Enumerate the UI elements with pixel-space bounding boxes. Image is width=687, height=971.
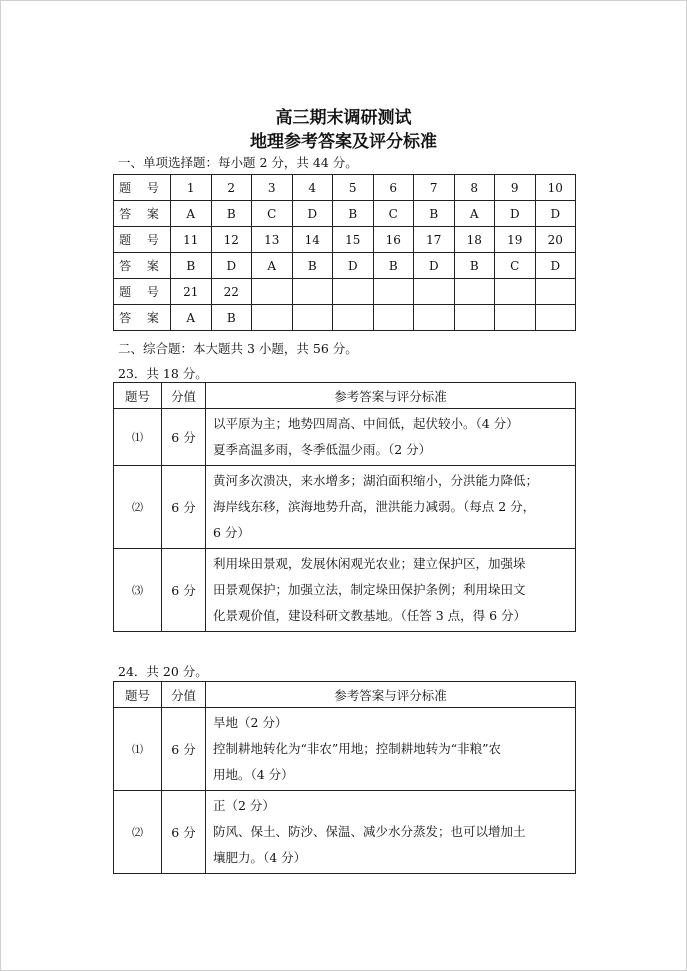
- answer-line: 夏季高温多雨，冬季低温少雨。（2 分）: [213, 442, 432, 457]
- answer-cell: D: [535, 201, 576, 227]
- column-header-number: 题号: [114, 383, 162, 409]
- answer-cell: D: [535, 253, 576, 279]
- question-number: 10: [535, 175, 576, 201]
- empty-cell: [373, 279, 414, 305]
- answer-cell: B: [373, 253, 414, 279]
- question-number: 2: [211, 175, 252, 201]
- sub-question-number: ⑴: [114, 708, 162, 791]
- section-1-heading: 一、单项选择题：每小题 2 分，共 44 分。: [118, 155, 358, 170]
- table-row: [114, 708, 576, 791]
- question-number: 1: [171, 175, 212, 201]
- answer-cell: B: [292, 253, 333, 279]
- empty-cell: [252, 305, 293, 331]
- sub-question-number: ⑶: [114, 549, 162, 632]
- answer-line: 6 分）: [213, 525, 250, 540]
- question-number: 9: [495, 175, 536, 201]
- empty-cell: [292, 279, 333, 305]
- document-subtitle: 地理参考答案及评分标准: [250, 132, 437, 152]
- question-number: 5: [333, 175, 374, 201]
- table-row: [114, 549, 576, 632]
- table-row: [114, 466, 576, 549]
- empty-cell: [454, 305, 495, 331]
- question-number: 22: [211, 279, 252, 305]
- answer-cell: C: [373, 201, 414, 227]
- question-number: 20: [535, 227, 576, 253]
- empty-cell: [414, 279, 455, 305]
- question-number-row: [114, 175, 576, 201]
- question-number: 12: [211, 227, 252, 253]
- answer-line: 黄河多次溃决，来水增多；湖泊面积缩小，分洪能力降低；: [213, 473, 539, 488]
- section-2-heading: 二、综合题：本大题共 3 小题，共 56 分。: [118, 341, 358, 356]
- answer-cell: B: [454, 253, 495, 279]
- column-header-score: 分值: [162, 383, 206, 409]
- question-number: 6: [373, 175, 414, 201]
- score-cell: 6 分: [162, 708, 206, 791]
- answer-text: [206, 791, 576, 874]
- column-header-number: 题号: [114, 682, 162, 708]
- answer-cell: D: [211, 253, 252, 279]
- answer-label: 答 案: [114, 201, 171, 227]
- column-header-answer: 参考答案与评分标准: [206, 383, 576, 409]
- answer-cell: C: [252, 201, 293, 227]
- question-number: 14: [292, 227, 333, 253]
- empty-cell: [333, 305, 374, 331]
- question-number-label: 题 号: [114, 227, 171, 253]
- answer-cell: D: [333, 253, 374, 279]
- answer-cell: A: [454, 201, 495, 227]
- column-header-answer: 参考答案与评分标准: [206, 682, 576, 708]
- question-number: 16: [373, 227, 414, 253]
- question-number-row: [114, 227, 576, 253]
- answer-cell: A: [171, 201, 212, 227]
- answer-line: 利用垛田景观，发展休闲观光农业；建立保护区，加强垛: [213, 556, 526, 571]
- question-number: 21: [171, 279, 212, 305]
- table-row: [114, 791, 576, 874]
- table-header-row: [114, 383, 576, 409]
- answer-cell: A: [252, 253, 293, 279]
- column-header-score: 分值: [162, 682, 206, 708]
- sub-question-number: ⑴: [114, 409, 162, 466]
- question-number-label: 题 号: [114, 175, 171, 201]
- answer-line: 防风、保土、防沙、保温、减少水分蒸发；也可以增加土: [213, 824, 526, 839]
- empty-cell: [333, 279, 374, 305]
- multiple-choice-answer-table: [113, 174, 576, 331]
- answer-row: [114, 253, 576, 279]
- question-23-table: [113, 382, 576, 632]
- answer-cell: B: [414, 201, 455, 227]
- question-24-heading: 24．共 20 分。: [118, 664, 208, 679]
- answer-text: [206, 409, 576, 466]
- answer-text: [206, 549, 576, 632]
- question-number: 18: [454, 227, 495, 253]
- answer-cell: D: [292, 201, 333, 227]
- score-cell: 6 分: [162, 409, 206, 466]
- answer-line: 海岸线东移，滨海地势升高，泄洪能力减弱。（每点 2 分，: [213, 499, 536, 514]
- question-number: 15: [333, 227, 374, 253]
- question-number: 4: [292, 175, 333, 201]
- answer-cell: D: [414, 253, 455, 279]
- answer-line: 田景观保护；加强立法，制定垛田保护条例；利用垛田文: [213, 582, 526, 597]
- question-number: 19: [495, 227, 536, 253]
- question-number-label: 题 号: [114, 279, 171, 305]
- empty-cell: [373, 305, 414, 331]
- empty-cell: [252, 279, 293, 305]
- empty-cell: [292, 305, 333, 331]
- answer-label: 答 案: [114, 253, 171, 279]
- empty-cell: [535, 305, 576, 331]
- answer-row: [114, 201, 576, 227]
- empty-cell: [495, 305, 536, 331]
- score-cell: 6 分: [162, 466, 206, 549]
- empty-cell: [414, 305, 455, 331]
- document-title: 高三期末调研测试: [275, 108, 412, 128]
- question-number: 7: [414, 175, 455, 201]
- empty-cell: [535, 279, 576, 305]
- answer-text: [206, 708, 576, 791]
- sub-question-number: ⑵: [114, 466, 162, 549]
- score-cell: 6 分: [162, 549, 206, 632]
- empty-cell: [454, 279, 495, 305]
- question-number: 8: [454, 175, 495, 201]
- question-number: 3: [252, 175, 293, 201]
- question-number: 13: [252, 227, 293, 253]
- answer-line: 旱地（2 分）: [213, 715, 288, 730]
- question-number-row: [114, 279, 576, 305]
- answer-line: 化景观价值，建设科研文教基地。（任答 3 点，得 6 分）: [213, 608, 527, 623]
- empty-cell: [495, 279, 536, 305]
- question-23-heading: 23．共 18 分。: [118, 366, 208, 381]
- question-number: 17: [414, 227, 455, 253]
- question-number: 11: [171, 227, 212, 253]
- answer-text: [206, 466, 576, 549]
- table-row: [114, 409, 576, 466]
- answer-line: 壤肥力。（4 分）: [213, 850, 307, 865]
- answer-cell: A: [171, 305, 212, 331]
- answer-label: 答 案: [114, 305, 171, 331]
- question-24-table: [113, 681, 576, 874]
- sub-question-number: ⑵: [114, 791, 162, 874]
- answer-cell: B: [333, 201, 374, 227]
- answer-line: 以平原为主；地势四周高、中间低，起伏较小。（4 分）: [213, 416, 519, 431]
- answer-line: 正（2 分）: [213, 798, 275, 813]
- answer-cell: C: [495, 253, 536, 279]
- answer-cell: B: [211, 201, 252, 227]
- answer-cell: D: [495, 201, 536, 227]
- answer-line: 控制耕地转化为“非农”用地；控制耕地转为“非粮”农: [213, 741, 502, 756]
- answer-line: 用地。（4 分）: [213, 767, 294, 782]
- table-header-row: [114, 682, 576, 708]
- answer-cell: B: [171, 253, 212, 279]
- score-cell: 6 分: [162, 791, 206, 874]
- answer-row: [114, 305, 576, 331]
- answer-cell: B: [211, 305, 252, 331]
